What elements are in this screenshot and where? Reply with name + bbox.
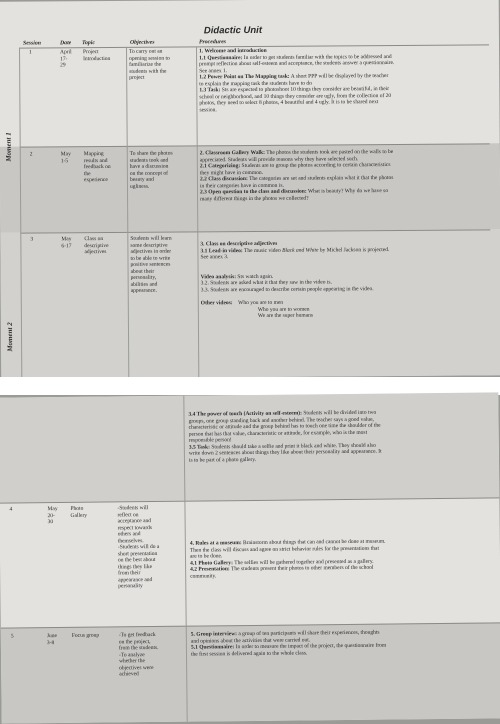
session-topic: Project Introduction	[83, 49, 111, 62]
session-number: 4	[9, 506, 13, 513]
session-procedures: 4. Rules at a museum: Brainstorm about things that can and cannot be done at museum. Then the class will discuss and agree on strict behavior rules for the presentations that are to be done. 4.1 Photo Gallery: The selfies will be gathered together and presented as a gallery. 4.2 Presentation: The students present their photos to other members of the school community.	[189, 538, 386, 580]
header-date: Date	[59, 40, 72, 47]
session-topic: Focus group	[71, 632, 100, 639]
session-procedures: 5. Group interview: a group of ten participants will share their experiences, thoughts and opinions about the activities that were carried out. 5.1 Questionnaire: In order to measure the impact of the project, the questionnaire from the first session is delivered again to the whole class.	[190, 629, 387, 658]
session-objectives: To share the photos students took and have a discussion on the concept of beauty and ugliness.	[129, 150, 173, 190]
session-number: 3	[30, 236, 34, 243]
session-date: May 20- 30	[47, 506, 58, 526]
session-procedures: 1. Welcome and introduction 1.1 Questionnaire: In order to get students familiar with the topics to be addressed and prompt reflection about self-esteem and acceptance, the students answer a questionnaire. See annex 1. 1.2 Power Point on The Mapping task: A short PPP will be displayed by the teacher to explain the mapping task the students have to do 1.3 Task: Sts are expected to photoshoot 10 things they consider are beautiful, in their school or neighborhood, and 10 things they consider are ugly, from the collection of 20 photos, they need to select 8 photos, 4 beautiful and 4 ugly. It is to be shared next session.	[199, 47, 395, 113]
session-date: April 17- 29	[60, 49, 72, 69]
document-title: Didactic Unit	[203, 24, 262, 37]
moment-1-label: Moment 1	[4, 132, 13, 162]
session-number: 1	[29, 49, 32, 56]
header-objectives: Objectives	[129, 39, 155, 46]
session-number: 2	[29, 151, 33, 158]
header-procedures: Procedures	[198, 39, 227, 46]
document-page-2	[0, 392, 500, 723]
session-date: May 6-17	[61, 236, 72, 249]
session-number: 5	[10, 633, 14, 640]
header-topic: Topic	[81, 40, 96, 47]
session-procedures: 3. Class on descriptive adjectives 3.1 Lead-in video: The music video Black and White by Michel Jackson is projected. See annex 3. Video analysis: Sts watch again. 3.2. Students are asked what it that they saw in the video is. 3.3. Students are encouraged to describe certain people appearing in the video. Other videos: Who you are to men Who you are to women We are the super humans	[200, 240, 390, 319]
session-procedures-continued: 3.4 The power of touch (Activity on self-esteem): Students will be divided into two groups, one group standing back and another behind. The teacher says a good value, characteristic or attitude and the group behind has to touch one time the shoulder of the person that has that value, characteristic or attitude, for example, who is the most responsible person! 3.5 Task: Students should take a selfie and print it black and white. They should also write down 2 sentences about things they like about their personality and appearance. It is to be part of a photo gallery.	[188, 409, 382, 464]
session-topic: Mapping results and feedback on the experience	[83, 151, 111, 184]
header-session: Session	[22, 40, 42, 47]
moment-2-label: Moment 2	[5, 322, 15, 352]
session-date: June 3-8	[46, 633, 57, 646]
session-date: May 1-5	[60, 151, 71, 164]
session-objectives: -Students will reflect on acceptance and respect towards others and themselves. -Students will do a short presentation on the best about things they like from their appearance and personality	[117, 505, 160, 590]
session-objectives: -To get feedback on the project, from the students. -To analyze whether the objectives were achieved	[118, 631, 159, 678]
session-topic: Class on descriptive adjectives	[84, 236, 109, 256]
session-procedures: 2. Classroom Gallery Walk: The photos the students took are pasted on the walls to be appreciated. Students will provide reasons why they have selected such. 2.1 Categorizing: Students are to group the photos according to certain characteristics they might have in common. 2.2 Class discussion: The categories are set and students explain what it that the photos in their categories have in common is. 2.3 Open question to the class and discussion: What is beauty? Why do we have so many different things in the photos we collected?	[199, 148, 394, 202]
session-objectives: To carry out an opening session to familiarize the students with the project	[129, 48, 170, 81]
session-topic: Photo Gallery	[70, 505, 88, 519]
session-objectives: Students will learn some descriptive adjectives in order to be able to write positive sentences about their personality, abilities and appearance.	[130, 235, 172, 294]
